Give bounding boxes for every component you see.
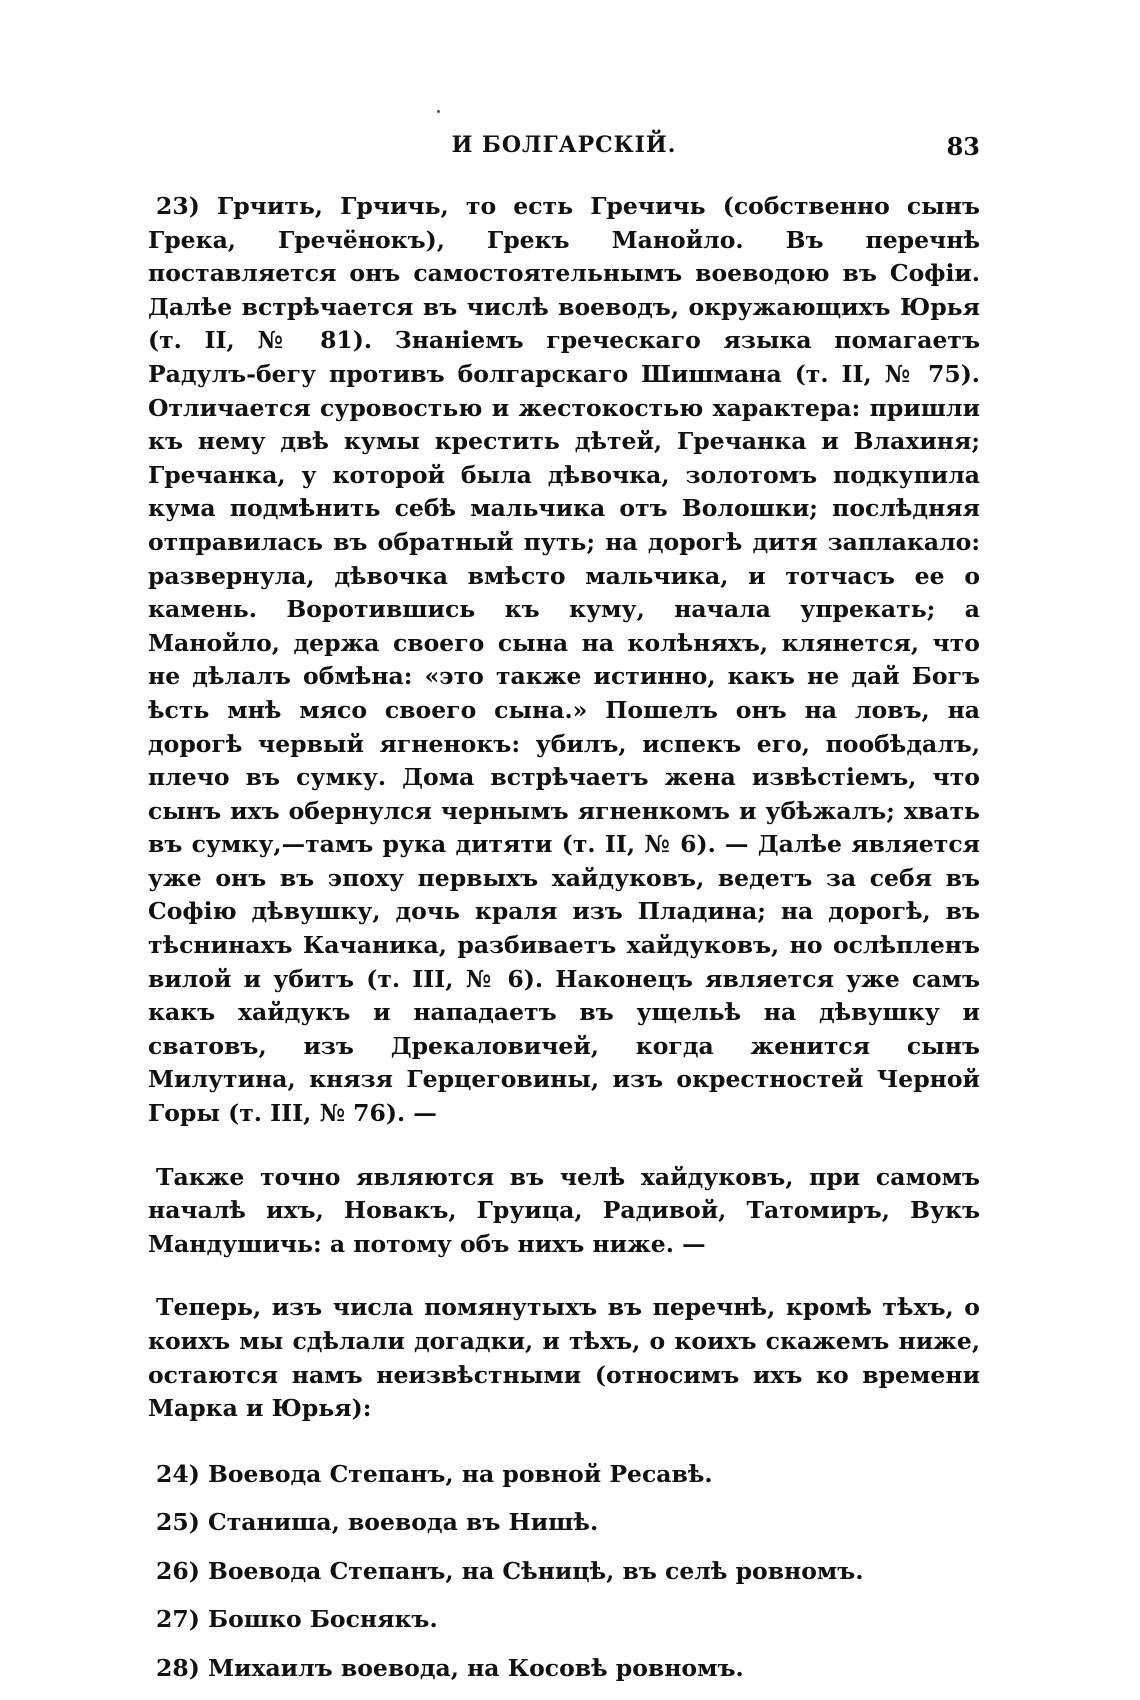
list-item: 28) Михаилъ воевода, на Косовѣ ровномъ. bbox=[156, 1653, 744, 1682]
paragraph-unknown-voivodes: Теперь, изъ числа помянутыхъ въ перечнѣ, кромѣ тѣхъ, о коихъ мы сдѣлали догадки, и тѣхъ, о коихъ скажемъ ниже, остаются намъ неизвѣстными (относимъ ихъ ко времени Марка и Юрья): bbox=[148, 1293, 980, 1423]
print-speck bbox=[437, 110, 440, 113]
list-item: 25) Станиша, воевода въ Нишѣ. bbox=[156, 1508, 599, 1537]
paragraph-haiduks: Также точно являются въ челѣ хайдуковъ, при самомъ началѣ ихъ, Новакъ, Груица, Радивой, Татомиръ, Вукъ Мандушичь: а потому объ нихъ ниже. — bbox=[148, 1162, 980, 1258]
voivode-list bbox=[148, 1458, 980, 1684]
book-page bbox=[148, 132, 980, 1700]
page-number: 83 bbox=[946, 132, 980, 161]
paragraph-entry-23: 23) Грчить, Грчичь, то есть Гречичь (собственно сынъ Грека, Гречёнокъ), Грекъ Манойло. Въ перечнѣ поставляется онъ самостоятельнымъ воеводою въ Софіи. Далѣе встрѣчается въ числѣ воеводъ, окружающихъ Юрья (т. II, № 81). Знаніемъ греческаго языка помагаетъ Радулъ-бегу противъ болгарскаго Шишмана (т. II, № 75). Отличается суровостью и жестокостью характера: пришли къ нему двѣ кумы крестить дѣтей, Гречанка и Влахиня; Гречанка, у которой была дѣвочка, золотомъ подкупила кума подмѣнить себѣ мальчика отъ Волошки; послѣдняя отправилась въ обратный путь; на дорогѣ дитя заплакало: развернула, дѣвочка вмѣсто мальчика, и тотчасъ ее о камень. Воротившись къ куму, начала упрекать; а Манойло, держа своего сына на колѣняхъ, клянется, что не дѣлалъ обмѣна: «это также истинно, какъ не дай Богъ ѣсть мнѣ мясо своего сына.» Пошелъ онъ на ловъ, на дорогѣ червый ягненокъ: убилъ, испекъ его, пообѣдалъ, плечо въ сумку. Дома встрѣчаетъ жена извѣстіемъ, что сынъ ихъ обернулся чернымъ ягненкомъ и убѣжалъ; хвать въ сумку,—тамъ рука дитяти (т. II, № 6). — Далѣе является уже онъ въ эпоху первыхъ хайдуковъ, ведетъ за себя въ Софію дѣвушку, дочь краля изъ Пладина; на дорогѣ, въ тѣснинахъ Качаника, разбиваетъ хайдуковъ, но ослѣпленъ вилой и убитъ (т. III, № 6). Наконецъ является уже самъ какъ хайдукъ и нападаетъ въ ущельѣ на дѣвушку и сватовъ, изъ Дрекаловичей, когда женится сынъ Милутина, князя Герцеговины, изъ окрестностей Черной Горы (т. III, № 76). — bbox=[148, 192, 980, 1128]
list-item: 24) Воевода Степанъ, на ровной Ресавѣ. bbox=[156, 1459, 713, 1488]
list-item: 27) Бошко Боснякъ. bbox=[156, 1605, 438, 1634]
list-item: 26) Воевода Степанъ, на Сѣницѣ, въ селѣ ровномъ. bbox=[156, 1556, 864, 1585]
running-head: И БОЛГАРСКІЙ. bbox=[451, 132, 677, 158]
page-header bbox=[148, 132, 980, 172]
